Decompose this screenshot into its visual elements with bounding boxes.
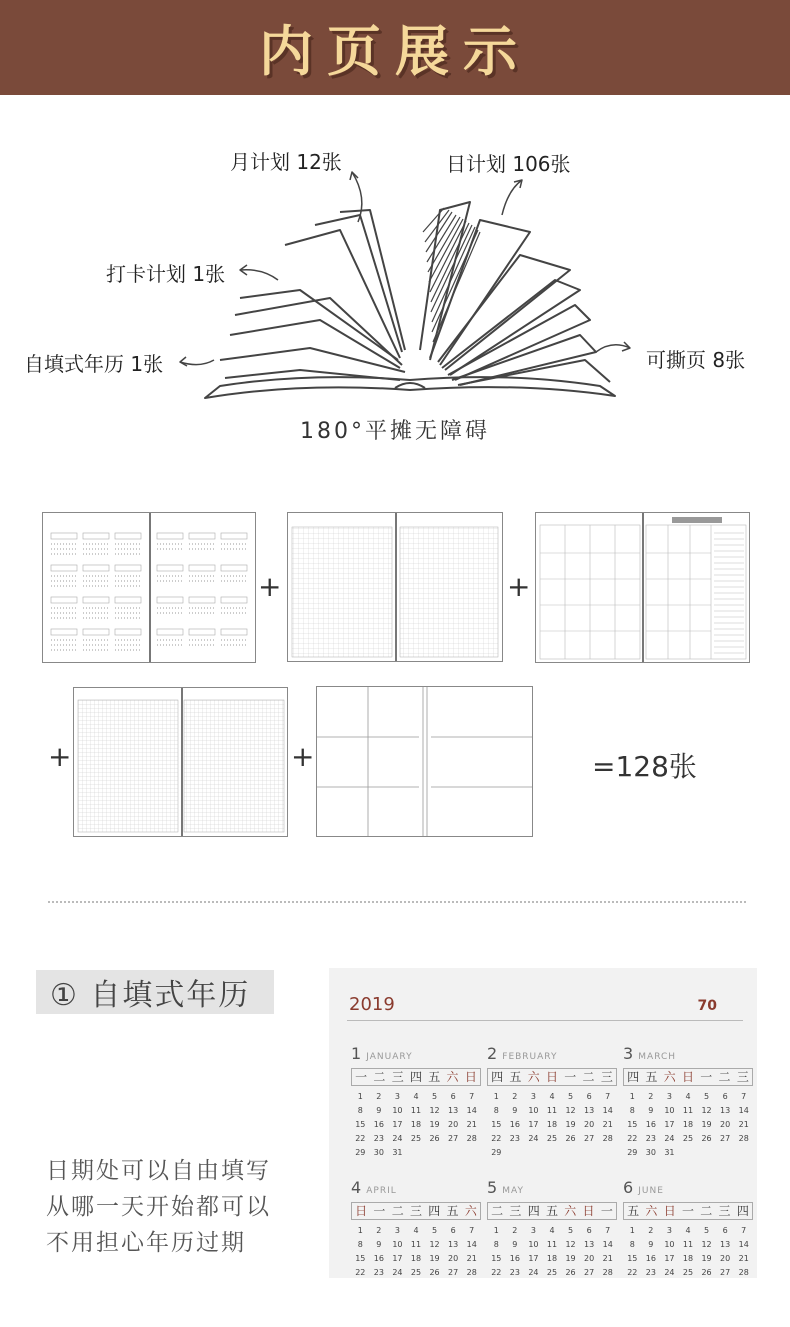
day-cell: 28 xyxy=(738,1134,749,1143)
day-grid xyxy=(623,1224,753,1278)
weekday-cell: 五 xyxy=(446,1204,459,1218)
day-cell: 19 xyxy=(701,1120,712,1129)
calendar-badge: 70 xyxy=(697,998,717,1014)
day-cell: 6 xyxy=(586,1226,592,1235)
day-cell: 4 xyxy=(549,1226,555,1235)
weekday-cell: 一 xyxy=(700,1070,713,1084)
day-cell: 21 xyxy=(738,1254,749,1263)
day-cell: 23 xyxy=(645,1134,656,1143)
day-cell: 24 xyxy=(528,1134,539,1143)
day-cell: 15 xyxy=(627,1254,638,1263)
day-cell: 16 xyxy=(373,1120,384,1129)
banner-title: 内页展示 xyxy=(259,20,531,83)
day-cell: 17 xyxy=(528,1254,539,1263)
label-tearable: 可撕页 8张 xyxy=(646,348,746,372)
day-cell: 16 xyxy=(509,1254,520,1263)
day-cell: 26 xyxy=(429,1134,440,1143)
day-cell: 3 xyxy=(666,1226,672,1235)
plus-sign: + xyxy=(48,740,72,773)
day-cell: 28 xyxy=(466,1268,477,1277)
weekday-cell: 四 xyxy=(527,1204,540,1218)
day-cell: 1 xyxy=(629,1092,635,1101)
day-cell: 10 xyxy=(528,1106,539,1115)
day-cell: 23 xyxy=(373,1268,384,1277)
weekday-cell: 日 xyxy=(582,1204,595,1218)
day-cell: 19 xyxy=(429,1120,440,1129)
weekday-cell: 日 xyxy=(355,1204,368,1218)
weekday-cell: 日 xyxy=(681,1070,694,1084)
day-cell: 28 xyxy=(602,1268,613,1277)
day-cell: 14 xyxy=(738,1240,749,1249)
month-heading xyxy=(351,1044,481,1066)
label-checkin-plan: 打卡计划 1张 xyxy=(106,262,226,286)
weekday-cell: 二 xyxy=(391,1204,404,1218)
day-cell: 4 xyxy=(413,1092,419,1101)
calendar-photo xyxy=(329,968,757,1278)
plus-sign: + xyxy=(507,570,531,603)
day-cell: 8 xyxy=(493,1240,499,1249)
day-cell: 25 xyxy=(410,1134,422,1143)
day-cell: 27 xyxy=(448,1268,459,1277)
day-cell: 29 xyxy=(627,1148,638,1157)
day-cell: 10 xyxy=(392,1240,403,1249)
day-grid xyxy=(351,1090,481,1160)
day-cell: 8 xyxy=(629,1240,635,1249)
day-cell: 18 xyxy=(682,1120,694,1129)
day-cell: 11 xyxy=(682,1106,694,1115)
weekday-cell: 日 xyxy=(663,1204,676,1218)
day-cell: 6 xyxy=(586,1092,592,1101)
weekday-cell: 二 xyxy=(700,1204,713,1218)
day-cell: 7 xyxy=(469,1092,475,1101)
month-number: 5 xyxy=(487,1178,503,1197)
day-cell: 27 xyxy=(448,1134,459,1143)
day-cell: 2 xyxy=(376,1092,382,1101)
month-heading xyxy=(487,1178,617,1200)
day-cell: 25 xyxy=(682,1268,694,1277)
day-cell: 16 xyxy=(645,1254,656,1263)
weekday-row xyxy=(487,1068,617,1086)
day-cell: 4 xyxy=(549,1092,555,1101)
weekday-cell: 日 xyxy=(545,1070,558,1084)
weekday-cell: 日 xyxy=(464,1070,477,1084)
day-cell: 17 xyxy=(392,1254,403,1263)
day-cell: 22 xyxy=(627,1134,638,1143)
day-cell: 19 xyxy=(429,1254,440,1263)
day-cell: 18 xyxy=(682,1254,694,1263)
day-cell: 31 xyxy=(664,1148,675,1157)
day-cell: 31 xyxy=(392,1148,403,1157)
day-cell: 25 xyxy=(682,1134,694,1143)
day-cell: 3 xyxy=(530,1092,536,1101)
day-cell: 16 xyxy=(373,1254,384,1263)
day-cell: 14 xyxy=(602,1240,613,1249)
day-cell: 9 xyxy=(648,1240,654,1249)
month-name: MAY xyxy=(502,1186,524,1196)
weekday-row xyxy=(351,1068,481,1086)
weekday-cell: 一 xyxy=(373,1204,386,1218)
day-cell: 5 xyxy=(432,1092,438,1101)
day-cell: 30 xyxy=(645,1148,656,1157)
day-cell: 10 xyxy=(664,1240,675,1249)
section-title: ① 自填式年历 xyxy=(36,970,274,1014)
desc-line-1: 日期处可以自由填写 xyxy=(46,1158,271,1184)
day-cell: 18 xyxy=(546,1120,558,1129)
day-cell: 5 xyxy=(432,1226,438,1235)
month-heading xyxy=(623,1044,753,1066)
day-cell: 28 xyxy=(466,1134,477,1143)
day-grid xyxy=(351,1224,481,1278)
day-cell: 11 xyxy=(410,1106,422,1115)
day-cell: 29 xyxy=(355,1148,366,1157)
day-cell: 5 xyxy=(568,1226,574,1235)
day-cell: 11 xyxy=(546,1106,558,1115)
weekday-row xyxy=(623,1202,753,1220)
day-cell: 18 xyxy=(410,1120,422,1129)
weekday-cell: 六 xyxy=(464,1204,477,1218)
month-name: JUNE xyxy=(638,1186,664,1196)
day-cell: 26 xyxy=(701,1134,712,1143)
weekday-cell: 五 xyxy=(627,1204,640,1218)
day-cell: 22 xyxy=(355,1268,366,1277)
day-grid xyxy=(487,1090,617,1160)
day-cell: 20 xyxy=(584,1120,595,1129)
day-cell: 24 xyxy=(392,1268,403,1277)
day-cell: 23 xyxy=(373,1134,384,1143)
day-cell: 22 xyxy=(355,1134,366,1143)
weekday-cell: 六 xyxy=(446,1070,459,1084)
month-name: APRIL xyxy=(366,1186,397,1196)
day-cell: 20 xyxy=(720,1120,731,1129)
day-cell: 22 xyxy=(491,1268,502,1277)
day-cell: 13 xyxy=(720,1106,731,1115)
day-cell: 20 xyxy=(448,1120,459,1129)
day-cell: 7 xyxy=(605,1092,611,1101)
day-cell: 11 xyxy=(682,1240,694,1249)
calendar-month xyxy=(351,1044,481,1160)
day-cell: 6 xyxy=(722,1226,728,1235)
month-number: 6 xyxy=(623,1178,639,1197)
day-cell: 10 xyxy=(528,1240,539,1249)
calendar-month xyxy=(351,1178,481,1278)
plus-sign: + xyxy=(258,570,282,603)
day-cell: 12 xyxy=(565,1106,576,1115)
day-cell: 1 xyxy=(357,1226,363,1235)
day-cell: 4 xyxy=(685,1092,691,1101)
day-cell: 9 xyxy=(512,1240,518,1249)
day-cell: 17 xyxy=(664,1254,675,1263)
spread-year-calendar xyxy=(42,512,256,663)
day-cell: 14 xyxy=(466,1240,477,1249)
day-cell: 1 xyxy=(493,1226,499,1235)
day-cell: 24 xyxy=(392,1134,403,1143)
month-name: MARCH xyxy=(638,1052,677,1062)
day-cell: 8 xyxy=(357,1106,363,1115)
month-heading xyxy=(487,1044,617,1066)
day-cell: 12 xyxy=(701,1240,712,1249)
day-cell: 1 xyxy=(493,1092,499,1101)
day-cell: 10 xyxy=(664,1106,675,1115)
weekday-cell: 二 xyxy=(373,1070,386,1084)
day-cell: 25 xyxy=(546,1268,558,1277)
day-cell: 6 xyxy=(450,1092,456,1101)
day-cell: 20 xyxy=(584,1254,595,1263)
day-cell: 12 xyxy=(565,1240,576,1249)
day-cell: 15 xyxy=(355,1254,366,1263)
day-cell: 6 xyxy=(722,1092,728,1101)
weekday-cell: 四 xyxy=(627,1070,640,1084)
day-cell: 14 xyxy=(466,1106,477,1115)
day-cell: 12 xyxy=(701,1106,712,1115)
weekday-cell: 一 xyxy=(564,1070,577,1084)
weekday-cell: 三 xyxy=(600,1070,613,1084)
day-cell: 2 xyxy=(512,1092,518,1101)
day-cell: 28 xyxy=(602,1134,613,1143)
desc-line-2: 从哪一天开始都可以 xyxy=(46,1194,271,1220)
day-cell: 27 xyxy=(584,1268,595,1277)
day-cell: 4 xyxy=(413,1226,419,1235)
day-cell: 15 xyxy=(491,1120,502,1129)
day-cell: 27 xyxy=(584,1134,595,1143)
month-heading xyxy=(351,1178,481,1200)
day-cell: 8 xyxy=(357,1240,363,1249)
weekday-cell: 三 xyxy=(736,1070,749,1084)
day-cell: 6 xyxy=(450,1226,456,1235)
calendar-month xyxy=(623,1178,753,1278)
day-cell: 26 xyxy=(565,1134,576,1143)
day-cell: 5 xyxy=(568,1092,574,1101)
day-cell: 5 xyxy=(704,1226,710,1235)
day-cell: 15 xyxy=(627,1120,638,1129)
label-day-plan: 日计划 106张 xyxy=(446,152,571,176)
day-cell: 2 xyxy=(648,1226,654,1235)
weekday-cell: 六 xyxy=(663,1070,676,1084)
day-cell: 8 xyxy=(493,1106,499,1115)
day-cell: 30 xyxy=(373,1148,384,1157)
weekday-cell: 一 xyxy=(355,1070,368,1084)
day-cell: 26 xyxy=(429,1268,440,1277)
day-cell: 21 xyxy=(602,1254,613,1263)
book-illustration-area xyxy=(0,120,790,460)
day-cell: 11 xyxy=(546,1240,558,1249)
calendar-month xyxy=(487,1178,617,1278)
month-number: 3 xyxy=(623,1044,639,1063)
day-cell: 27 xyxy=(720,1134,731,1143)
month-name: FEBRUARY xyxy=(502,1052,558,1062)
day-cell: 1 xyxy=(357,1092,363,1101)
weekday-cell: 五 xyxy=(545,1204,558,1218)
label-month-plan: 月计划 12张 xyxy=(230,150,342,174)
month-number: 2 xyxy=(487,1044,503,1063)
day-cell: 24 xyxy=(664,1268,675,1277)
weekday-cell: 二 xyxy=(491,1204,504,1218)
month-heading xyxy=(623,1178,753,1200)
day-cell: 9 xyxy=(376,1240,382,1249)
weekday-cell: 四 xyxy=(736,1204,749,1218)
day-cell: 22 xyxy=(491,1134,502,1143)
weekday-cell: 六 xyxy=(645,1204,658,1218)
day-cell: 26 xyxy=(565,1268,576,1277)
day-cell: 10 xyxy=(392,1106,403,1115)
day-cell: 19 xyxy=(565,1120,576,1129)
month-number: 4 xyxy=(351,1178,367,1197)
weekday-cell: 五 xyxy=(645,1070,658,1084)
spread-checkin-grid xyxy=(287,512,503,662)
day-cell: 27 xyxy=(720,1268,731,1277)
day-cell: 23 xyxy=(509,1134,520,1143)
day-cell: 20 xyxy=(720,1254,731,1263)
day-cell: 3 xyxy=(530,1226,536,1235)
day-cell: 28 xyxy=(738,1268,749,1277)
day-cell: 4 xyxy=(685,1226,691,1235)
weekday-cell: 六 xyxy=(527,1070,540,1084)
day-cell: 7 xyxy=(741,1092,747,1101)
day-cell: 3 xyxy=(394,1226,400,1235)
day-cell: 21 xyxy=(466,1254,477,1263)
month-name: JANUARY xyxy=(366,1052,413,1062)
weekday-cell: 六 xyxy=(564,1204,577,1218)
day-grid xyxy=(623,1090,753,1160)
day-cell: 7 xyxy=(469,1226,475,1235)
desc-line-3: 不用担心年历过期 xyxy=(46,1230,246,1256)
day-cell: 16 xyxy=(509,1120,520,1129)
day-cell: 12 xyxy=(429,1106,440,1115)
day-cell: 9 xyxy=(376,1106,382,1115)
day-cell: 14 xyxy=(738,1106,749,1115)
day-cell: 15 xyxy=(355,1120,366,1129)
day-cell: 21 xyxy=(738,1120,749,1129)
day-cell: 7 xyxy=(605,1226,611,1235)
weekday-cell: 五 xyxy=(428,1070,441,1084)
day-cell: 24 xyxy=(528,1268,539,1277)
day-cell: 29 xyxy=(491,1148,502,1157)
day-cell: 2 xyxy=(376,1226,382,1235)
label-self-calendar: 自填式年历 1张 xyxy=(24,352,164,376)
day-grid xyxy=(487,1224,617,1278)
day-cell: 5 xyxy=(704,1092,710,1101)
day-cell: 13 xyxy=(448,1106,459,1115)
month-number: 1 xyxy=(351,1044,367,1063)
calendar-year: 2019 xyxy=(349,994,395,1015)
spread-month-plan xyxy=(535,512,750,663)
day-cell: 18 xyxy=(546,1254,558,1263)
weekday-cell: 一 xyxy=(600,1204,613,1218)
day-cell: 17 xyxy=(528,1120,539,1129)
weekday-cell: 三 xyxy=(409,1204,422,1218)
day-cell: 13 xyxy=(584,1240,595,1249)
day-cell: 2 xyxy=(648,1092,654,1101)
weekday-cell: 三 xyxy=(391,1070,404,1084)
day-cell: 11 xyxy=(410,1240,422,1249)
day-cell: 16 xyxy=(645,1120,656,1129)
day-cell: 24 xyxy=(664,1134,675,1143)
weekday-cell: 三 xyxy=(718,1204,731,1218)
calendar-month xyxy=(623,1044,753,1160)
day-cell: 9 xyxy=(512,1106,518,1115)
weekday-cell: 四 xyxy=(409,1070,422,1084)
header-banner xyxy=(0,0,790,95)
caption-flat-open: 180°平摊无障碍 xyxy=(300,419,490,444)
spread-tearable xyxy=(316,686,533,837)
day-cell: 12 xyxy=(429,1240,440,1249)
day-cell: 25 xyxy=(410,1268,422,1277)
day-cell: 18 xyxy=(410,1254,422,1263)
day-cell: 23 xyxy=(645,1268,656,1277)
day-cell: 17 xyxy=(664,1120,675,1129)
weekday-row xyxy=(623,1068,753,1086)
total-pages: =128张 xyxy=(592,750,697,783)
day-cell: 19 xyxy=(565,1254,576,1263)
day-cell: 13 xyxy=(584,1106,595,1115)
weekday-cell: 一 xyxy=(681,1204,694,1218)
day-cell: 14 xyxy=(602,1106,613,1115)
day-cell: 20 xyxy=(448,1254,459,1263)
calendar-month xyxy=(487,1044,617,1160)
weekday-cell: 三 xyxy=(509,1204,522,1218)
day-cell: 17 xyxy=(392,1120,403,1129)
day-cell: 13 xyxy=(448,1240,459,1249)
day-cell: 22 xyxy=(627,1268,638,1277)
day-cell: 15 xyxy=(491,1254,502,1263)
day-cell: 21 xyxy=(602,1120,613,1129)
day-cell: 25 xyxy=(546,1134,558,1143)
day-cell: 3 xyxy=(666,1092,672,1101)
day-cell: 13 xyxy=(720,1240,731,1249)
section-divider xyxy=(48,901,746,903)
tearable-thumb xyxy=(317,687,532,836)
day-cell: 21 xyxy=(466,1120,477,1129)
weekday-cell: 五 xyxy=(509,1070,522,1084)
spread-day-plan xyxy=(73,687,288,837)
weekday-cell: 四 xyxy=(491,1070,504,1084)
weekday-row xyxy=(351,1202,481,1220)
day-cell: 3 xyxy=(394,1092,400,1101)
day-cell: 23 xyxy=(509,1268,520,1277)
weekday-cell: 四 xyxy=(428,1204,441,1218)
day-cell: 19 xyxy=(701,1254,712,1263)
weekday-cell: 二 xyxy=(718,1070,731,1084)
day-cell: 7 xyxy=(741,1226,747,1235)
day-cell: 26 xyxy=(701,1268,712,1277)
day-cell: 1 xyxy=(629,1226,635,1235)
day-cell: 9 xyxy=(648,1106,654,1115)
day-cell: 2 xyxy=(512,1226,518,1235)
weekday-cell: 二 xyxy=(582,1070,595,1084)
weekday-row xyxy=(487,1202,617,1220)
plus-sign: + xyxy=(291,740,315,773)
day-cell: 8 xyxy=(629,1106,635,1115)
